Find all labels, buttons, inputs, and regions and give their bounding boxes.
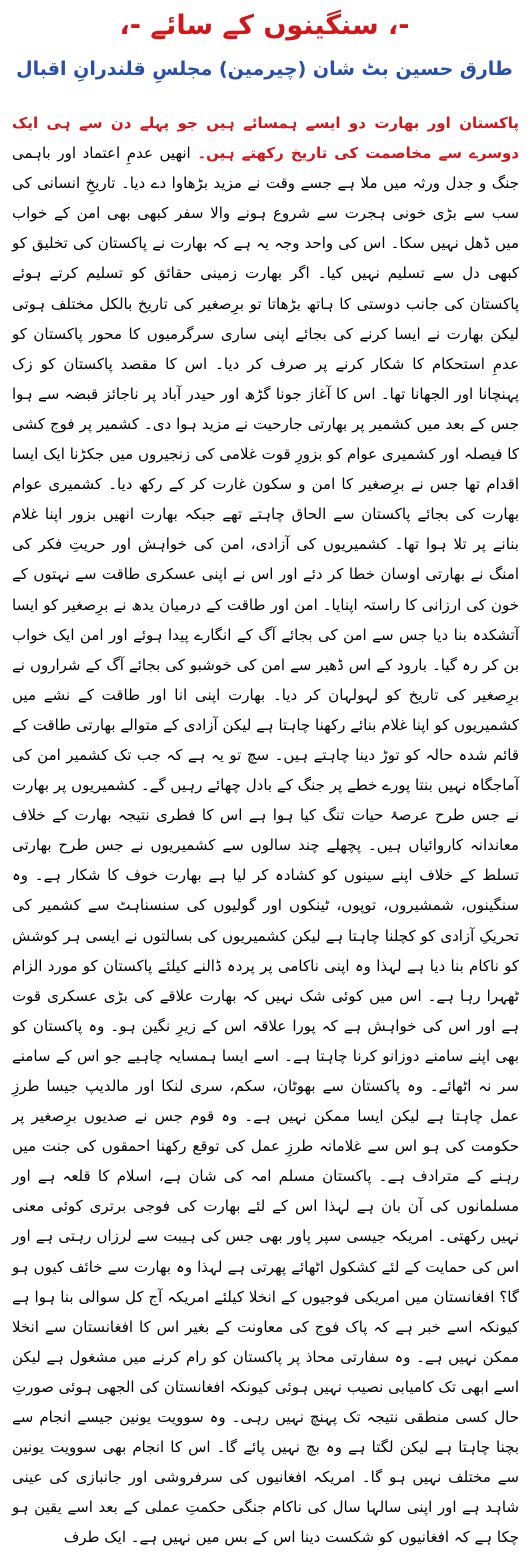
article-lead: پاکستان اور بھارت دو ایسے ہمسائے ہیں جو پہلے دن سے ہی ایک دوسرے سے مخاصمت کی تاریخ رکھتے ہیں۔ bbox=[12, 114, 519, 163]
article-text: انھیں عدمِ اعتماد اور باہمی جنگ و جدل ورثہ میں ملا ہے جسے وقت نے مزید بڑھاوا دے دیا۔ تاریخِ انسانی کی سب سے بڑی خونی ہجرت سے شروع ہونے والا سفر کبھی بھی امن کے خواب میں ڈھل نہیں سکا۔ اس کی واحد وجہ یہ ہے کہ بھارت نے پاکستان کی تخلیق کو کبھی دل سے تسلیم نہیں کیا۔ اگر بھارت زمینی حقائق کو تسلیم کرتے ہوئے پاکستان کی جانب دوستی کا ہاتھ بڑھاتا تو برِصغیر کی تاریخ بالکل مختلف ہوتی لیکن بھارت نے ایسا کرنے کی بجائے اپنی ساری سرگرمیوں کا محور پاکستان کو عدمِ استحکام کا شکار کرنے پر صرف کر دیا۔ اس کا مقصد پاکستان کو زک پہنچانا اور الجھانا تھا۔ اس کا آغاز جونا گڑھ اور حیدر آباد پر ناجائز قبضہ سے ہوا جس کے بعد میں کشمیر پر بھارتی جارحیت نے مزید ہوا دی۔ کشمیر پر فوج کشی کا فیصلہ اور کشمیری عوام کو بزورِ قوت غلامی کی زنجیروں میں جکڑنا ایک ایسا اقدام تھا جس نے برِصغیر کا امن و سکون غارت کر کے رکھ دیا۔ کشمیری عوام بھارت کی بجائے پاکستان سے الحاق چاہتے تھے جبکہ بھارت انھیں بزور اپنا غلام بنانے پر تلا ہوا تھا۔ کشمیریوں کی آزادی، امن کی خواہش اور حریتِ فکر کی امنگ نے بھارتی اوسان خطا کر دئے اور اس نے اپنی عسکری طاقت سے نہتوں کے خون کی ارزانی کا راستہ اپنایا۔ امن اور طاقت کے درمیان یدھ نے برِصغیر کو ایسا آتشکدہ بنا دیا جس سے امن کی بجائے آگ کے انگارے پیدا ہوئے اور امن ایک خواب بن کر رہ گیا۔ بارود کے اس ڈھیر سے امن کی خوشبو کی بجائے آگ کے شراروں نے برِصغیر کی تاریخ کو لہولہان کر دیا۔ بھارت اپنی انا اور طاقت کے نشے میں کشمیریوں کو اپنا غلام بنائے رکھنا چاہتا ہے لیکن آزادی کے متوالے بھارتی طاقت کے قائم شدہ حالہ کو توڑ دینا چاہتے ہیں۔ سچ تو یہ ہے کہ جب تک کشمیر امن کی آماجگاہ نہیں بنتا پورے خطے پر جنگ کے بادل چھائے رہیں گے۔ کشمیریوں پر بھارت نے جس طرح عرصۂ حیات تنگ کیا ہوا ہے اس کا فطری نتیجہ بھارت کے خلاف معاندانہ کاروائیاں ہیں۔ پچھلے چند سالوں سے کشمیریوں نے جس طرح بھارتی تسلط کے خلاف اپنے سینوں کو کشادہ کر لیا ہے بھارت خوف کا شکار ہے۔ وہ سنگینوں، شمشیروں، توپوں، ٹینکوں اور گولیوں کی سنسناہٹ سے کشمیر کی تحریکِ آزادی کو کچلنا چاہتا ہے لیکن کشمیریوں کی بسالتوں نے ایسی ہر کوشش کو ناکام بنا دیا ہے لہذا وہ اپنی ناکامی پر پردہ ڈالنے کیلئے پاکستان کو مورد الزام ٹھہرا رہا ہے۔ اس میں کوئی شک نہیں کہ بھارت علاقے کی بڑی عسکری قوت ہے اور اس کی خواہش ہے کہ پورا علاقہ اس کے زیرِ نگین ہو۔ وہ پاکستان کو بھی اپنے سامنے دوزانو کرنا چاہتا ہے۔ اسے ایسا ہمسایہ چاہیے جو اس کے سامنے سر نہ اٹھائے۔ وہ پاکستان سے بھوٹان، سکم، سری لنکا اور مالدیپ جیسا طرزِ عمل چاہتا ہے لیکن ایسا ممکن نہیں ہے۔ وہ قوم جس نے صدیوں برِصغیر پر حکومت کی ہو اس سے غلامانہ طرزِ عمل کی توقع رکھنا احمقوں کی جنت میں رہنے کے مترادف ہے۔ پاکستان مسلم امہ کی شان ہے، اسلام کا قلعہ ہے اور مسلمانوں کی آن بان ہے لہذا اس کے لئے بھارت کی فوجی برتری کوئی معنی نہیں رکھتی۔ امریکہ جیسی سپر پاور بھی جس کی ہیبت سے لرزاں رہتی ہے اور اس کی حمایت کے لئے کشکول اٹھائے پھرتی ہے لہذا وہ بھارت سے خائف کیوں ہو گا؟ افغانستان میں امریکی فوجیوں کے انخلا کیلئے امریکہ آج کل سوالی بنا ہوا ہے کیونکہ اسے خبر ہے کہ پاک فوج کی معاونت کے بغیر اس کا افغانستان سے انخلا ممکن نہیں ہے۔ وہ سفارتی محاذ پر پاکستان کو رام کرنے میں مشغول ہے لیکن اسے ابھی تک کامیابی نصیب نہیں ہوئی کیونکہ افغانستان کی الجھی ہوئی صورتِ حال کسی منطقی نتیجہ تک پہنچ نہیں رہی۔ وہ سوویت یونین جیسے انجام سے بچنا چاہتا ہے لیکن لگتا ہے وہ بچ نہیں پائے گا۔ اس کا انجام بھی سوویت یونین سے مختلف نہیں ہو گا۔ امریکہ افغانیوں کی سرفروشی اور جانبازی کی عینی شاہد ہے اور اپنی سالہا سال کی ناکام جنگی حکمتِ عملی کے بعد اسے یقین ہو چکا ہے کہ افغانیوں کو شکست دینا اس کے بس میں نہیں ہے۔ ایک طرف bbox=[12, 144, 519, 1547]
article-byline: طارق حسین بٹ شان (چیرمین) مجلسِ قلندرانِ اقبال bbox=[16, 58, 513, 80]
article-body bbox=[12, 108, 519, 1547]
article-title: -، سنگینوں کے سائے -، bbox=[119, 10, 410, 41]
